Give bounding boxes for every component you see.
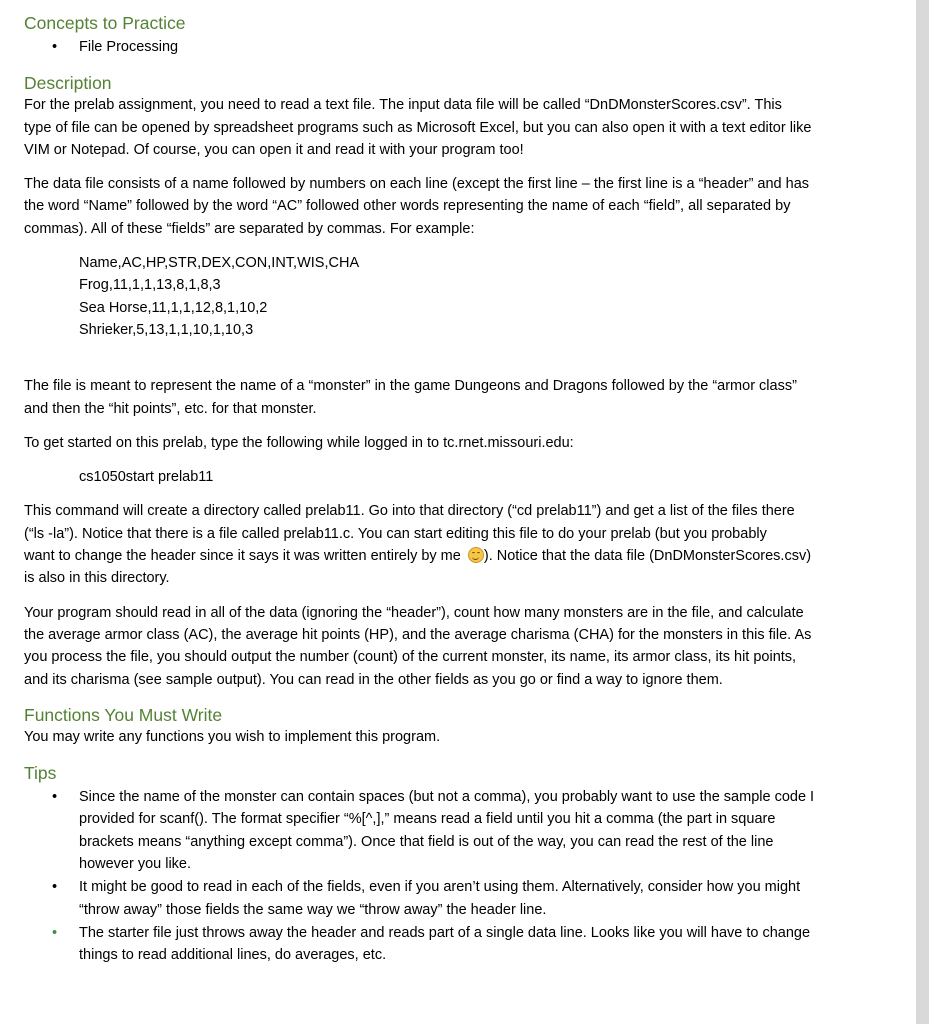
description-paragraph-1 — [24, 94, 884, 161]
text-line: It might be good to read in each of the fields, even if you aren’t using them. Alternatively, consider how you might — [79, 879, 801, 896]
text-line: want to change the header since it says it was written entirely by me — [24, 548, 465, 565]
functions-heading: Functions You Must Write — [24, 704, 223, 725]
text-line: (“ls -la”). Notice that there is a file called prelab11.c. You can start editing this file to do your prelab (but you probably — [24, 525, 767, 542]
start-command: cs1050start prelab11 — [79, 469, 214, 486]
tips-heading: Tips — [24, 763, 57, 784]
functions-text: You may write any functions you wish to implement this program. — [24, 728, 441, 745]
description-paragraph-3 — [24, 375, 884, 420]
example-line: Sea Horse,11,1,1,12,8,1,10,2 — [79, 299, 268, 316]
example-line: Name,AC,HP,STR,DEX,CON,INT,WIS,CHA — [79, 255, 360, 272]
text-line: things to read additional lines, do averages, etc. — [79, 947, 387, 964]
window-edge — [916, 0, 929, 1024]
example-data-block — [24, 252, 884, 341]
description-heading: Description — [24, 73, 112, 94]
tip-item — [24, 786, 884, 875]
description-paragraph-2 — [24, 173, 884, 240]
text-line: and its charisma (see sample output). You can read in the other fields as you go or find a way to ignore them. — [24, 671, 723, 688]
text-line: Since the name of the monster can contain spaces (but not a comma), you probably want to use the sample code I — [79, 789, 815, 806]
text-line: the average armor class (AC), the average hit points (HP), and the average charisma (CHA) for the monsters in this file. As — [24, 626, 812, 643]
text-line: is also in this directory. — [24, 570, 170, 587]
text-line: Your program should read in all of the data (ignoring the “header”), count how many monsters are in the file, and calculate — [24, 604, 804, 621]
bullet-icon: • — [52, 39, 58, 55]
concepts-bullet — [24, 36, 884, 58]
text-line: The data file consists of a name followed by numbers on each line (except the first line – the first line is a “header” and has — [24, 176, 810, 193]
text-line: This command will create a directory called prelab11. Go into that directory (“cd prelab11”) and get a list of the files there — [24, 503, 795, 520]
text-line: however you like. — [79, 856, 192, 873]
text-line: provided for scanf(). The format specifier “%[^,],” means read a field until you hit a comma (the part in square — [79, 811, 776, 828]
document-content — [24, 12, 884, 967]
text-line: For the prelab assignment, you need to read a text file. The input data file will be called “DnDMonsterScores.csv”. This — [24, 97, 782, 114]
description-paragraph-4: To get started on this prelab, type the following while logged in to tc.rnet.missouri.edu: — [24, 434, 574, 451]
text-line: ). Notice that the data file (DnDMonsterScores.csv) — [483, 548, 812, 565]
text-line: and then the “hit points”, etc. for that monster. — [24, 400, 317, 417]
description-paragraph-5 — [24, 500, 884, 589]
text-line: The file is meant to represent the name of a “monster” in the game Dungeons and Dragons followed by the “armor class” — [24, 378, 797, 395]
example-line: Frog,11,1,1,13,8,1,8,3 — [79, 277, 221, 294]
bullet-icon: • — [52, 879, 58, 896]
concepts-bullet-text: File Processing — [79, 39, 179, 55]
text-line: type of file can be opened by spreadsheet programs such as Microsoft Excel, but you can also open it with a text editor like — [24, 119, 812, 136]
bullet-icon: • — [52, 789, 58, 806]
text-line: you process the file, you should output the number (count) of the current monster, its name, its armor class, its hit points, — [24, 649, 797, 666]
tip-item — [24, 922, 884, 967]
description-paragraph-6 — [24, 602, 884, 691]
text-line: VIM or Notepad. Of course, you can open it and read it with your program too! — [24, 141, 524, 158]
text-line: brackets means “anything except comma”). Once that field is out of the way, you can read the rest of the line — [79, 833, 774, 850]
text-line: the word “Name” followed by the word “AC” followed other words representing the name of each “field”, all separated by — [24, 198, 791, 215]
example-line: Shrieker,5,13,1,1,10,1,10,3 — [79, 321, 254, 338]
text-line: “throw away” those fields the same way we “throw away” the header line. — [79, 901, 547, 918]
text-line: commas). All of these “fields” are separated by commas. For example: — [24, 220, 475, 237]
concepts-heading: Concepts to Practice — [24, 13, 186, 33]
text-line: The starter file just throws away the header and reads part of a single data line. Looks like you will have to change — [79, 924, 811, 941]
tip-item — [24, 876, 884, 921]
bullet-icon: • — [52, 924, 58, 941]
smiling-face-icon — [468, 547, 484, 563]
